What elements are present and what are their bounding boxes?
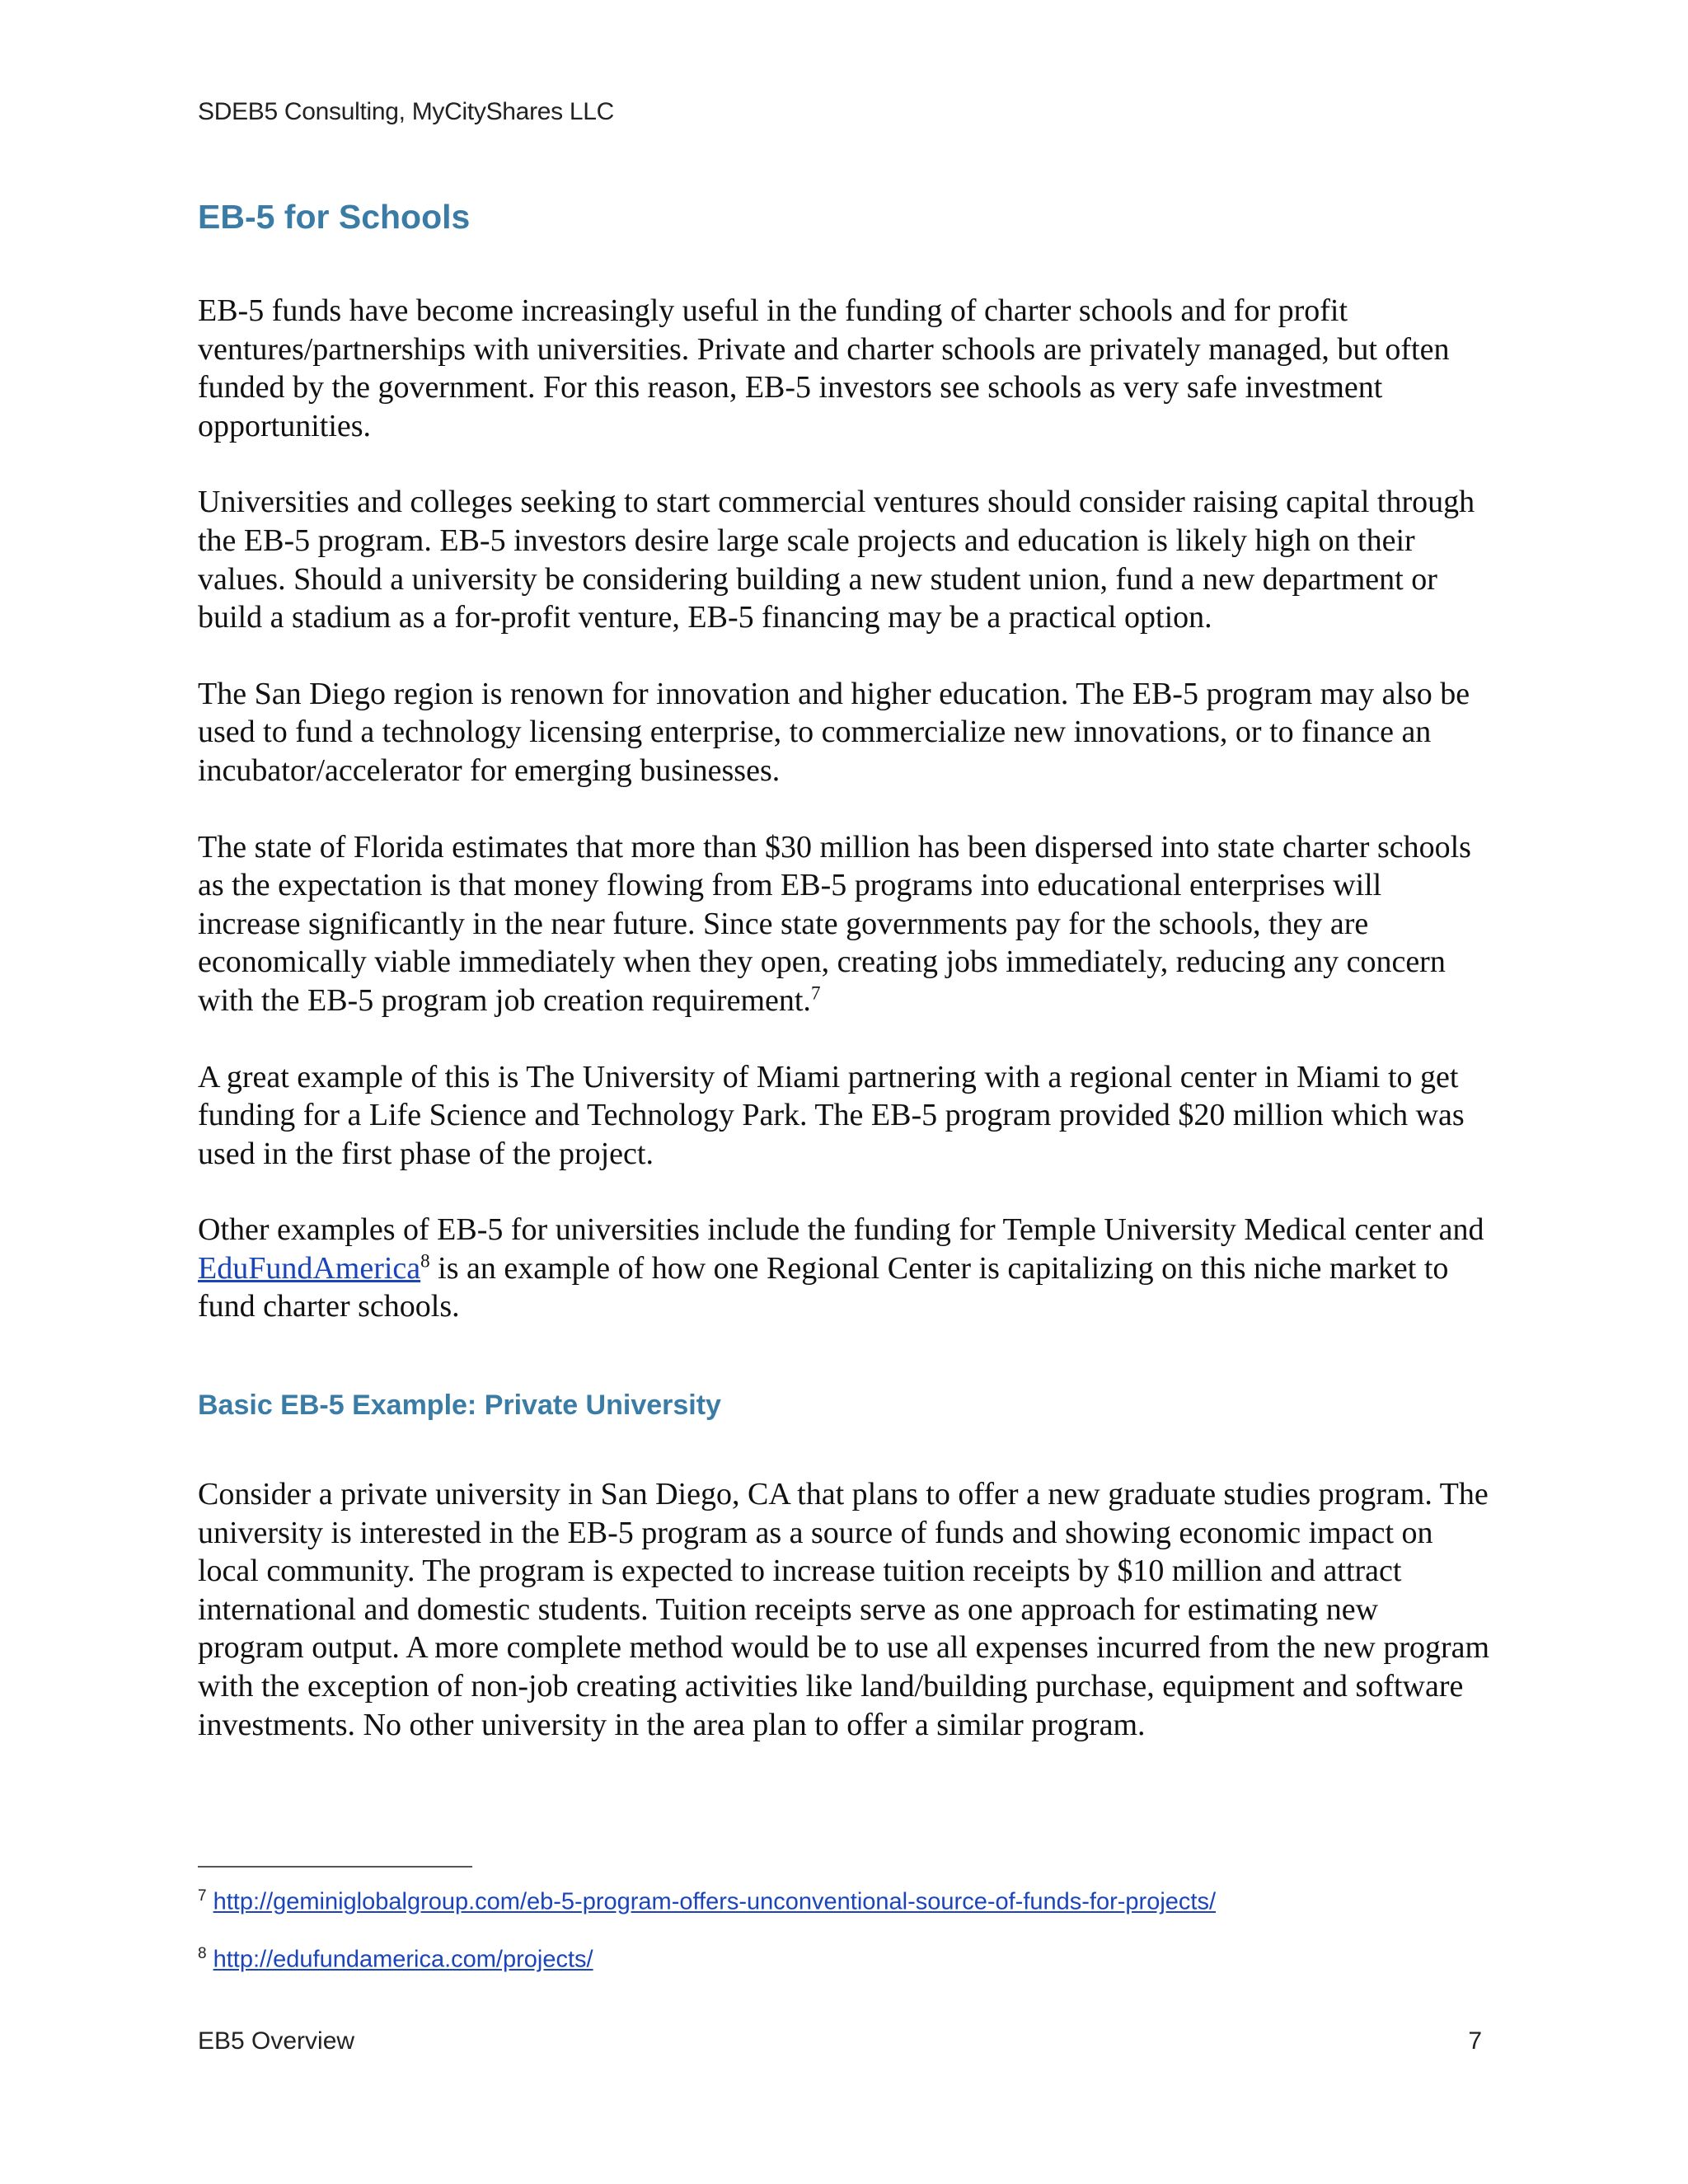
footnote-8-link[interactable]: http://edufundamerica.com/projects/ bbox=[213, 1946, 593, 1973]
footnote-7-link[interactable]: http://geminiglobalgroup.com/eb-5-program-offers-unconventional-source-of-funds-for-projects/ bbox=[213, 1888, 1217, 1915]
paragraph-4 bbox=[198, 828, 1492, 1020]
paragraph-4-text: The state of Florida estimates that more than $30 million has been dispersed into state charter schools as the expectation is that money flowing from EB-5 programs into educational enterprises will increase significantly in the near future. Since state governments pay for the schools, they are economically viable immediately when they open, creating jobs immediately, reducing any concern with the EB-5 program job creation requirement. bbox=[198, 829, 1471, 1018]
page-number: 7 bbox=[1468, 2027, 1482, 2055]
subsection-body bbox=[198, 1475, 1492, 1782]
section-title: EB-5 for Schools bbox=[198, 198, 471, 236]
footnote-divider bbox=[198, 1866, 472, 1868]
running-footer: EB5 Overview bbox=[198, 2027, 355, 2055]
paragraph-6-before: Other examples of EB-5 for universities include the funding for Temple University Medical center and bbox=[198, 1212, 1484, 1248]
footnote-ref-8[interactable]: 8 bbox=[420, 1250, 430, 1272]
running-header: SDEB5 Consulting, MyCityShares LLC bbox=[198, 98, 615, 125]
edufundamerica-link[interactable]: EduFundAmerica bbox=[198, 1250, 421, 1286]
paragraph-3: The San Diego region is renown for innovation and higher education. The EB-5 program may also be used to fund a technology licensing enterprise, to commercialize new innovations, or to finance an incubator/accelerator for emerging businesses. bbox=[198, 676, 1470, 788]
footnote-8 bbox=[198, 1945, 593, 1974]
footnote-ref-7[interactable]: 7 bbox=[810, 982, 821, 1004]
footnote-number: 7 bbox=[198, 1887, 207, 1905]
paragraph-1: EB-5 funds have become increasingly useful in the funding of charter schools and for profit ventures/partnerships with universities. Private and charter schools are privately managed, but often funded by the government. For this reason, EB-5 investors see schools as very safe investment opportunities. bbox=[198, 293, 1450, 443]
paragraph-6-after: is an example of how one Regional Center is capitalizing on this niche market to fund charter schools. bbox=[198, 1250, 1449, 1324]
paragraph-2: Universities and colleges seeking to start commercial ventures should consider raising capital through the EB-5 program. EB-5 investors desire large scale projects and education is likely high on their values. Should a university be considering building a new student union, fund a new department or build a stadium as a for-profit venture, EB-5 financing may be a practical option. bbox=[198, 485, 1475, 635]
section-body bbox=[198, 292, 1492, 1364]
footnote-7 bbox=[198, 1887, 1216, 1916]
subsection-title: Basic EB-5 Example: Private University bbox=[198, 1390, 721, 1421]
paragraph-6 bbox=[198, 1211, 1492, 1326]
paragraph-5: A great example of this is The University of Miami partnering with a regional center in Miami to get funding for a Life Science and Technology Park. The EB-5 program provided $20 million which was used in the first phase of the project. bbox=[198, 1059, 1465, 1171]
paragraph-7: Consider a private university in San Diego, CA that plans to offer a new graduate studies program. The university is interested in the EB-5 program as a source of funds and showing economic impact on local community. The program is expected to increase tuition receipts by $10 million and attract international and domestic students. Tuition receipts serve as one approach for estimating new program output. A more complete method would be to use all expenses incurred from the new program with the exception of non-job creating activities like land/building purchase, equipment and software investments. No other university in the area plan to offer a similar program. bbox=[198, 1477, 1490, 1742]
footnote-number: 8 bbox=[198, 1945, 207, 1962]
